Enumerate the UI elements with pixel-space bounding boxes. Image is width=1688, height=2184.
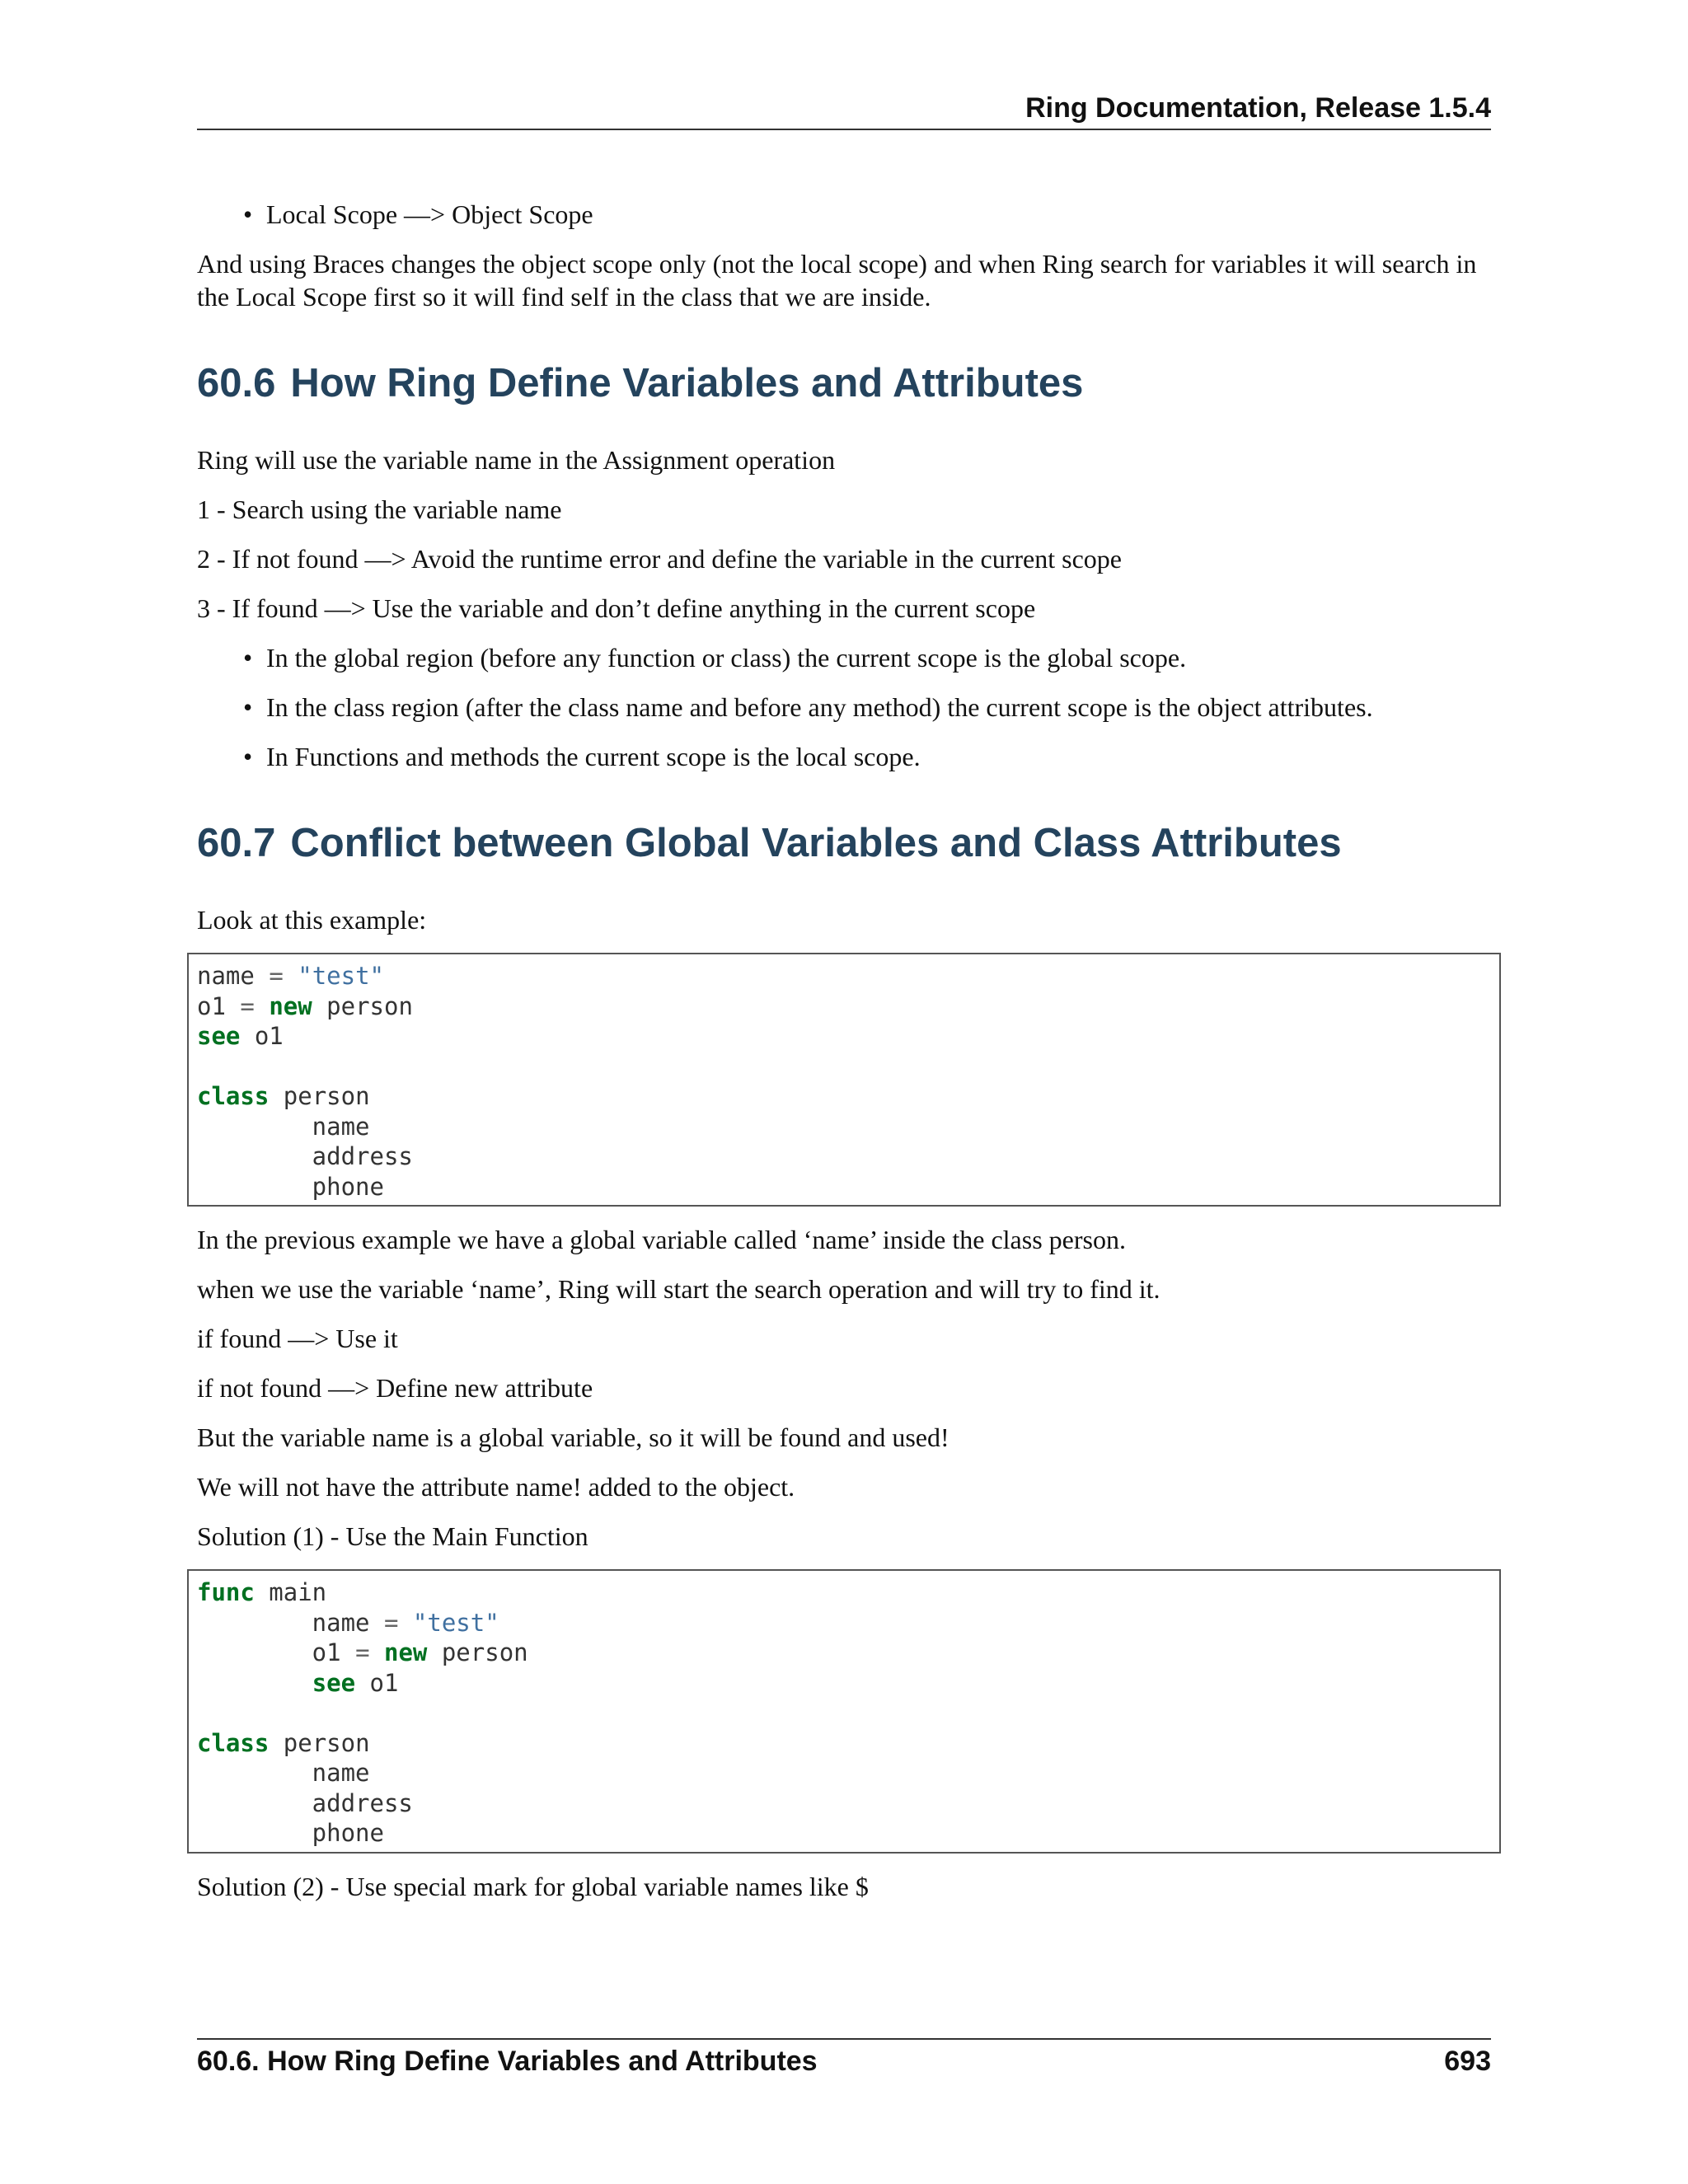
paragraph: Look at this example: (197, 905, 427, 935)
code-line: phone (197, 1172, 384, 1201)
code-line: see o1 (312, 1668, 399, 1697)
paragraph: We will not have the attribute name! added to the object. (197, 1472, 795, 1502)
paragraph: In the previous example we have a global variable called ‘name’ inside the class person. (197, 1225, 1126, 1254)
intro-paragraph: And using Braces changes the object scope only (not the local scope) and when Ring search for variables it will search in the Local Scope first so it will find self in the class that we are inside. (197, 249, 1477, 312)
header-rule (197, 129, 1491, 130)
code-line-blank (197, 1698, 1491, 1728)
code-line: address (197, 1788, 413, 1817)
code-line: see o1 (197, 1022, 284, 1050)
footer-rule (197, 2038, 1491, 2040)
code-line: class person (197, 1082, 370, 1110)
paragraph: 2 - If not found —> Avoid the runtime error and define the variable in the current scope (197, 544, 1122, 574)
section-heading-60-7 (197, 819, 1491, 867)
list-item: • In the class region (after the class name and before any method) the current scope is the object attributes. (197, 691, 1491, 724)
section-number: 60.6 (197, 361, 276, 405)
code-line-blank (197, 1052, 1491, 1082)
section-title: Conflict between Global Variables and Class Attributes (290, 821, 1342, 865)
section-heading-60-6 (197, 359, 1491, 407)
paragraph: But the variable name is a global variable, so it will be found and used! (197, 1422, 950, 1452)
paragraph: Ring will use the variable name in the Assignment operation (197, 445, 836, 475)
paragraph: Solution (2) - Use special mark for global variable names like $ (197, 1871, 869, 1901)
code-line: name (197, 1759, 370, 1787)
code-line: address (197, 1142, 413, 1170)
intro-bullet: • Local Scope —> Object Scope (197, 198, 1491, 231)
code-line: name (197, 1112, 370, 1141)
section-number: 60.7 (197, 821, 276, 865)
paragraph: Solution (1) - Use the Main Function (197, 1521, 588, 1551)
code-line: name = "test" (197, 1608, 499, 1637)
paragraph: if found —> Use it (197, 1324, 398, 1353)
list-item: • In the global region (before any function or class) the current scope is the global scope. (197, 641, 1491, 674)
page-number: 693 (1444, 2046, 1491, 2077)
page-content (197, 198, 1491, 1919)
code-line: phone (197, 1819, 384, 1847)
code-block-solution-1 (187, 1569, 1501, 1854)
paragraph: if not found —> Define new attribute (197, 1373, 593, 1403)
section-title: How Ring Define Variables and Attributes (290, 361, 1084, 405)
code-line: func main (197, 1578, 327, 1606)
paragraph: 1 - Search using the variable name (197, 494, 562, 524)
footer-section-title: 60.6. How Ring Define Variables and Attributes (197, 2046, 818, 2077)
running-header: Ring Documentation, Release 1.5.4 (1025, 92, 1491, 124)
code-line: class person (197, 1728, 370, 1757)
code-line: o1 = new person (197, 1638, 528, 1666)
paragraph: 3 - If found —> Use the variable and don’t define anything in the current scope (197, 593, 1036, 623)
code-line: name = "test" (197, 962, 385, 990)
paragraph: when we use the variable ‘name’, Ring will start the search operation and will try to find it. (197, 1274, 1160, 1304)
list-item: • In Functions and methods the current scope is the local scope. (197, 740, 1491, 773)
code-line: o1 = new person (197, 991, 413, 1020)
code-block-example (187, 953, 1501, 1207)
